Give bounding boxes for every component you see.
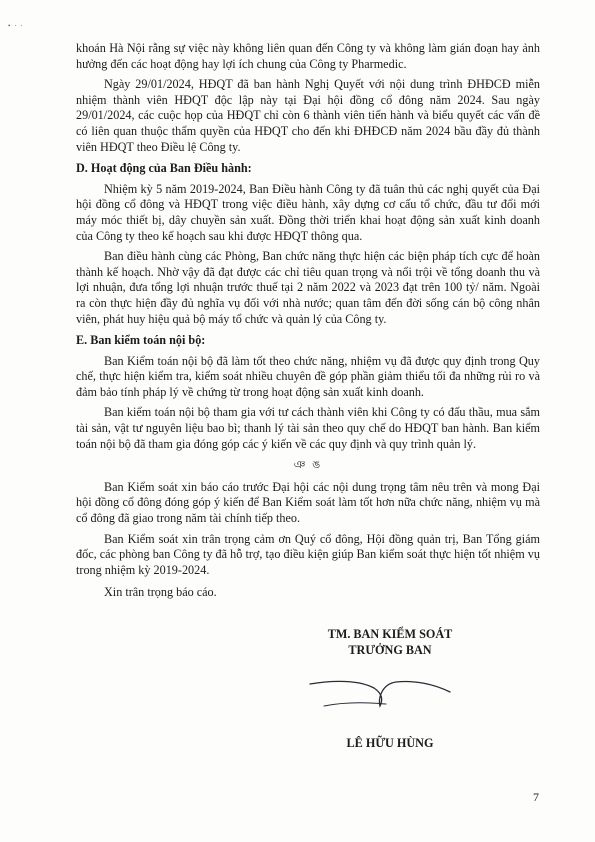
paragraph-internal-audit: Ban Kiểm toán nội bộ đã làm tốt theo chức năng, nhiệm vụ đã được quy định trong Quy chế, thực hiện kiểm tra, kiểm soát nhiều chuyên đề góp phần giảm thiểu tối đa những rủi ro và đảm bảo tính pháp lý về chứng từ trong hoạt động sản xuất kinh doanh. — [76, 353, 540, 399]
document-body — [76, 41, 540, 601]
paragraph-executive-term: Nhiệm kỳ 5 năm 2019-2024, Ban Điều hành Công ty đã tuân thủ các nghị quyết của Đại hội đồng cổ đông và HĐQT trong việc điều hành, xây dựng cơ cấu tổ chức, đầu tư đổi mới máy móc thiết bị, dây chuyền sản xuất. Đồng thời triển khai hoạt động sản xuất kinh doanh của Công ty theo kế hoạch sau khi được HĐQT thông qua. — [76, 181, 540, 243]
signer-name: LÊ HỮU HÙNG — [346, 736, 434, 750]
paragraph-executive-results: Ban điều hành cùng các Phòng, Ban chức năng thực hiện các biện pháp tích cực để hoàn thành kế hoạch. Nhờ vậy đã đạt được các chỉ tiêu quan trọng và nổi trội về tổng doanh thu và lợi nhuận, đưa tổng lợi nhuận trước thuế tại 2 năm 2022 và 2023 đạt trên 100 tỷ/ năm. Ngoài ra còn thực hiện đầy đủ nghĩa vụ đối với nhà nước; quan tâm đến đời sống cán bộ công nhân viên, phát huy hiệu quả bộ máy tổ chức và quản lý của Công ty. — [76, 249, 540, 326]
paragraph-thanks: Ban Kiểm soát xin trân trọng cảm ơn Quý cổ đông, Hội đồng quản trị, Ban Tổng giám đốc, các phòng ban Công ty đã hỗ trợ, tạo điều kiện giúp Ban kiểm soát thực hiện tốt nhiệm vụ trong nhiệm kỳ 2019-2024. — [76, 531, 540, 577]
paragraph-report-conclusion: Ban Kiểm soát xin báo cáo trước Đại hội các nội dung trọng tâm nêu trên và mong Đại hội đồng cổ đông đóng góp ý kiến để Ban Kiểm soát làm tốt hơn nữa chức năng, nhiệm vụ mà cổ đông đã giao trong năm tài chính tiếp theo. — [76, 479, 540, 526]
closing-line: Xin trân trọng báo cáo. — [104, 585, 217, 600]
scan-mark: • · · — [8, 22, 24, 30]
signature-title-line2: TRƯỞNG BAN — [348, 643, 432, 657]
paragraph-hdqt-resolution: Ngày 29/01/2024, HĐQT đã ban hành Nghị Quyết với nội dung trình ĐHĐCĐ miễn nhiệm thành viên HĐQT độc lập này tại Đại hội đồng cổ đông năm 2024. Sau ngày 29/01/2024, các cuộc họp của HĐQT chỉ còn 6 thành viên tiến hành và biểu quyết các vấn đề có liên quan thuộc thẩm quyền của HĐQT cho đến khi ĐHĐCĐ năm 2024 bầu đầy đủ thành viên HĐQT theo Điều lệ Công ty. — [76, 77, 540, 154]
page-number: 7 — [533, 790, 539, 804]
signature-title-line1: TM. BAN KIỂM SOÁT — [327, 627, 453, 641]
handwritten-signature — [304, 662, 454, 712]
paragraph-continuation: khoán Hà Nội rằng sự việc này không liên quan đến Công ty và không làm gián đoạn hay ảnh hưởng đến các hoạt động hay lợi ích chung của Công ty Pharmedic. — [76, 41, 540, 71]
paragraph-internal-audit-participation: Ban kiểm toán nội bộ tham gia với tư cách thành viên khi Công ty có đấu thầu, mua sắm tài sản, vật tư nguyên liệu bao bì; thanh lý tài sản theo quy chế do HĐQT ban hành. Ban kiểm toán nội bộ đã tham gia đóng góp các ý kiến về các quy định và quy trình quản lý. — [76, 405, 540, 451]
signature-title-block — [300, 626, 480, 658]
section-heading-e: E. Ban kiểm toán nội bộ: — [76, 333, 206, 348]
section-ornament: ঞ ঙ — [293, 459, 323, 472]
section-heading-d: D. Hoạt động của Ban Điều hành: — [76, 161, 252, 176]
